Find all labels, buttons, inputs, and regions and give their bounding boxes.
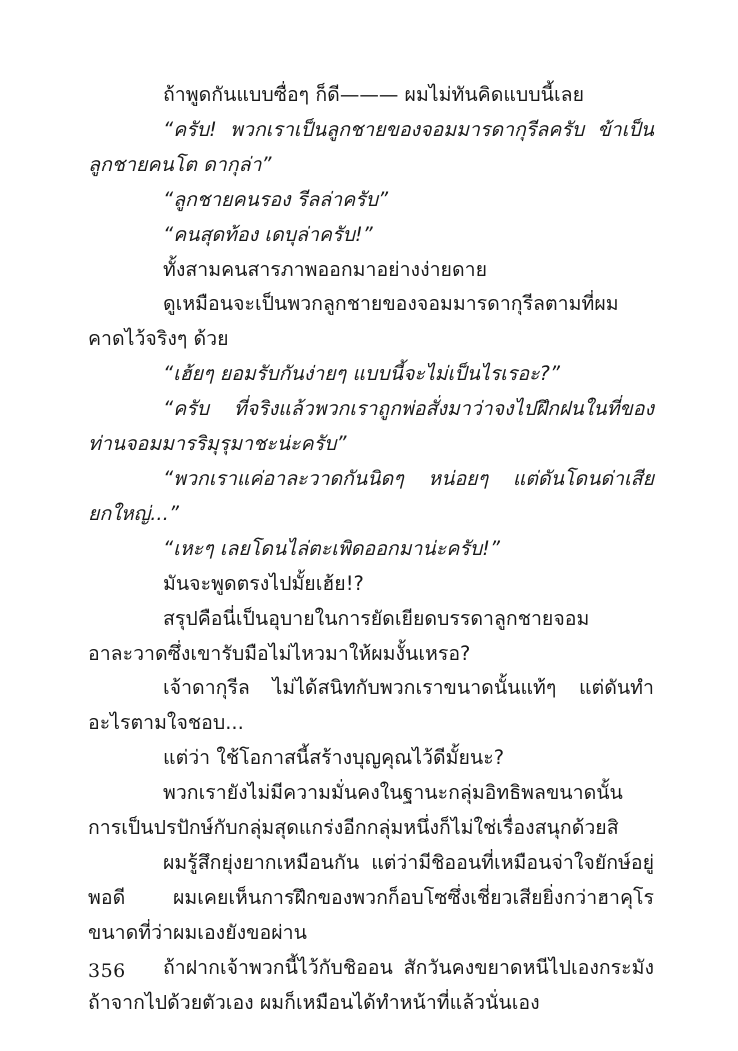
- page-number: 356: [88, 960, 126, 982]
- paragraph-dialogue: “ครับ ที่จริงแล้วพวกเราถูกพ่อสั่งมาว่าจงไปฝึกฝนในที่ของท่านจอมมารริมุรุมาชะน่ะครับ”: [88, 397, 654, 456]
- paragraph-narration: ทั้งสามคนสารภาพออกมาอย่างง่ายดาย: [163, 257, 488, 281]
- paragraph-narration: ถ้าพูดกันแบบซื่อๆ ก็ดี——— ผมไม่ทันคิดแบบนี้เลย: [163, 83, 585, 106]
- paragraph-dialogue: “คนสุดท้อง เดบุล่าครับ!”: [163, 222, 373, 246]
- body-text: [88, 78, 654, 1020]
- paragraph-narration: สรุปคือนี่เป็นอุบายในการยัดเยียดบรรดาลูกชายจอมอาละวาดซึ่งเขารับมือไม่ไหวมาให้ผมงั้นเหรอ?: [88, 606, 590, 665]
- paragraph-dialogue: “เหะๆ เลยโดนไล่ตะเพิดออกมาน่ะครับ!”: [163, 536, 501, 560]
- paragraph-narration: เจ้าดากุรีล ไม่ได้สนิทกับพวกเราขนาดนั้นแท้ๆ แต่ดันทำอะไรตามใจชอบ...: [88, 676, 654, 735]
- paragraph-dialogue: “ครับ! พวกเราเป็นลูกชายของจอมมารดากุรีลครับ ข้าเป็นลูกชายคนโต ดากุล่า”: [88, 117, 654, 176]
- paragraph-narration: ดูเหมือนจะเป็นพวกลูกชายของจอมมารดากุรีลตามที่ผมคาดไว้จริงๆ ด้วย: [88, 292, 619, 351]
- paragraph-narration: แต่ว่า ใช้โอกาสนี้สร้างบุญคุณไว้ดีมั้ยนะ?: [163, 746, 505, 770]
- paragraph-narration: มันจะพูดตรงไปมั้ยเฮ้ย!?: [163, 571, 364, 595]
- paragraph-narration: ถ้าฝากเจ้าพวกนี้ไว้กับชิออน สักวันคงขยาดหนีไปเองกระมัง ถ้าจากไปด้วยตัวเอง ผมก็เหมือนได้ทำหน้าที่แล้วนั่นเอง: [88, 955, 654, 1014]
- paragraph-narration: พวกเรายังไม่มีความมั่นคงในฐานะกลุ่มอิทธิพลขนาดนั้น การเป็นปรปักษ์กับกลุ่มสุดแกร่งอีกกลุ่มหนึ่งก็ไม่ใช่เรื่องสนุกด้วยสิ: [88, 781, 623, 840]
- paragraph-narration: ผมรู้สึกยุ่งยากเหมือนกัน แต่ว่ามีชิออนที่เหมือนจ่าใจยักษ์อยู่พอดี ผมเคยเห็นการฝึกของพวกก็อบโซซึ่งเชี่ยวเสียยิ่งกว่าฮาคุโรขนาดที่ว่าผมเองยังขอผ่าน: [88, 850, 654, 944]
- paragraph-dialogue: “พวกเราแค่อาละวาดกันนิดๆ หน่อยๆ แต่ดันโดนด่าเสียยกใหญ่...”: [88, 466, 654, 525]
- paragraph-dialogue: “ลูกชายคนรอง รีลล่าครับ”: [163, 187, 389, 211]
- paragraph-dialogue: “เฮ้ยๆ ยอมรับกันง่ายๆ แบบนี้จะไม่เป็นไรเรอะ?”: [163, 362, 560, 386]
